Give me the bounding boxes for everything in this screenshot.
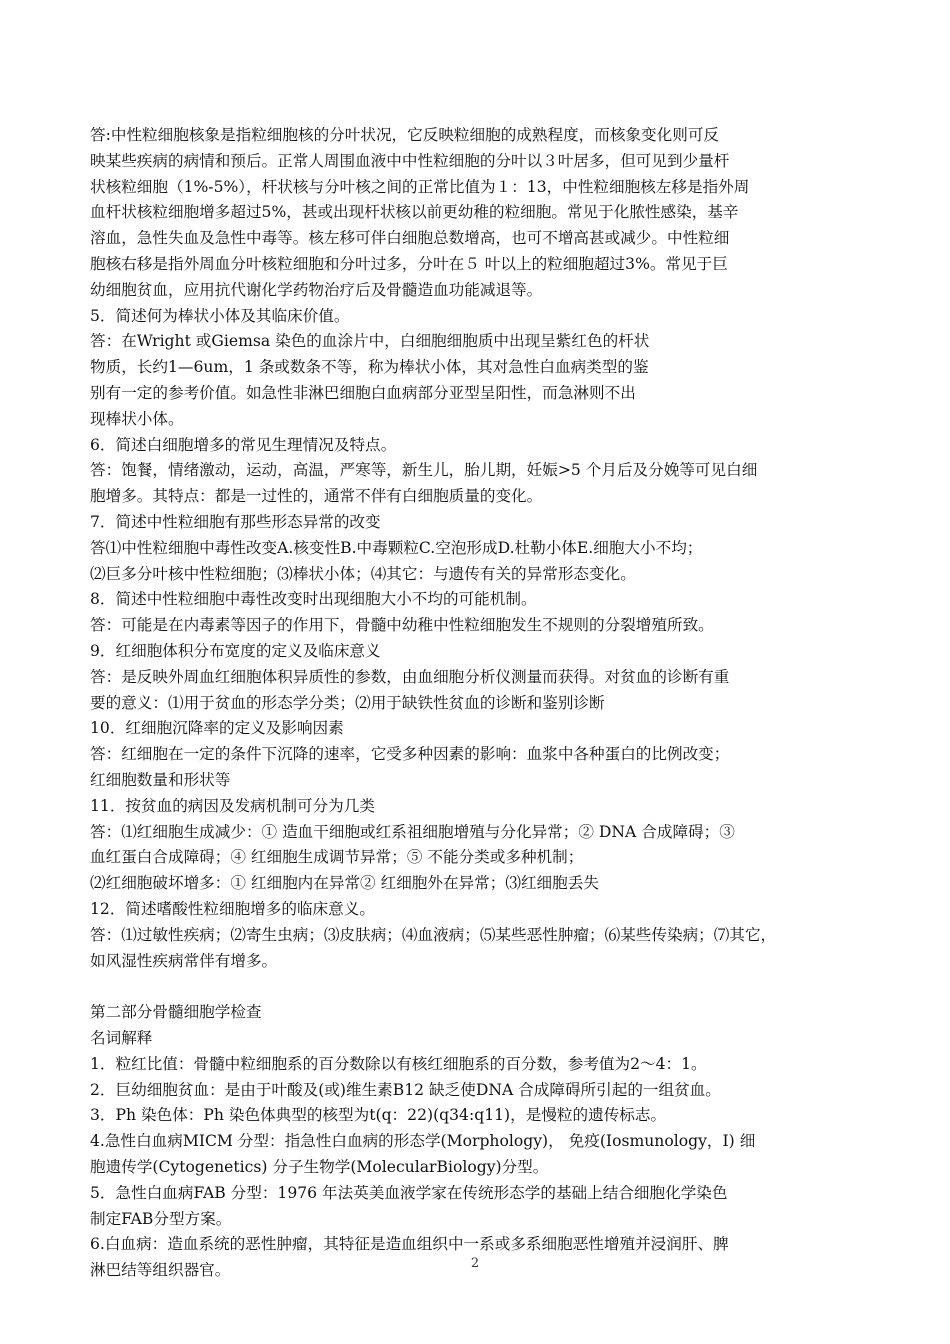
bone-marrow-section: [90, 1000, 880, 1284]
text-line: 胞遗传学(Cytogenetics) 分子生物学(MolecularBiology)分型。: [90, 1158, 549, 1177]
text-line: 6．简述白细胞增多的常见生理情况及特点。: [90, 435, 397, 454]
text-line: 7．简述中性粒细胞有那些形态异常的改变: [90, 512, 381, 531]
text-line: 6.白血病：造血系统的恶性肿瘤，其特征是造血组织中一系或多系细胞恶性增殖并浸润肝、脾: [90, 1235, 729, 1254]
text-line: 5．简述何为棒状小体及其临床价值。: [90, 306, 350, 325]
text-line: 3．Ph 染色体：Ph 染色体典型的核型为t(q：22)(q34:q11)，是慢粒的遗传标志。: [90, 1106, 667, 1125]
text-line: 映某些疾病的病情和预后。正常人周围血液中中性粒细胞的分叶以３叶居多，但可见到少量杆: [90, 151, 730, 170]
text-line: 血红蛋白合成障碍；④ 红细胞生成调节异常；⑤ 不能分类或多种机制；: [90, 848, 584, 867]
text-line: 答：⑴过敏性疾病；⑵寄生虫病；⑶皮肤病；⑷血液病；⑸某些恶性肿瘤；⑹某些传染病；⑺其它，: [90, 925, 777, 944]
text-line: 要的意义：⑴用于贫血的形态学分类；⑵用于缺铁性贫血的诊断和鉴别诊断: [90, 693, 605, 712]
text-line: 红细胞数量和形状等: [90, 770, 231, 789]
text-line: 2．巨幼细胞贫血：是由于叶酸及(或)维生素B12 缺乏使DNA 合成障碍所引起的一组贫血。: [90, 1080, 721, 1099]
text-line: 别有一定的参考价值。如急性非淋巴细胞白血病部分亚型呈阳性，而急淋则不出: [90, 383, 636, 402]
text-line: 答：⑴红细胞生成减少：① 造血干细胞或红系祖细胞增殖与分化异常；② DNA 合成障碍；③: [90, 822, 735, 841]
text-line: 答：在Wright 或Giemsa 染色的血涂片中，白细胞细胞质中出现呈紫红色的杆状: [90, 332, 650, 351]
text-line: 1．粒红比值：骨髓中粒细胞系的百分数除以有核红细胞系的百分数，参考值为2～4：1。: [90, 1054, 707, 1073]
text-line: 答：饱餐，情绪激动，运动，高温，严寒等，新生儿，胎儿期，妊娠>5 个月后及分娩等可见白细: [90, 461, 758, 480]
text-line: 第二部分骨髓细胞学检查: [90, 1003, 262, 1022]
text-line: 幼细胞贫血，应用抗代谢化学药物治疗后及骨髓造血功能减退等。: [90, 280, 543, 299]
text-line: 溶血，急性失血及急性中毒等。核左移可伴白细胞总数增高，也可不增高甚或减少。中性粒细: [90, 229, 730, 248]
section-gap: [90, 974, 880, 1000]
text-line: ⑵巨多分叶核中性粒细胞；⑶棒状小体；⑷其它：与遗传有关的异常形态变化。: [90, 564, 636, 583]
text-line: ⑵红细胞破坏增多：① 红细胞内在异常② 红细胞外在异常；⑶红细胞丢失: [90, 874, 599, 893]
text-line: 答：红细胞在一定的条件下沉降的速率，它受多种因素的影响：血浆中各种蛋白的比例改变；: [90, 745, 730, 764]
text-line: 9．红细胞体积分布宽度的定义及临床意义: [90, 641, 381, 660]
text-line: 答⑴中性粒细胞中毒性改变A.核变性B.中毒颗粒C.空泡形成D.杜勒小体E.细胞大小不均；: [90, 538, 703, 557]
text-line: 答：是反映外周血红细胞体积异质性的参数，由血细胞分析仪测量而获得。对贫血的诊断有重: [90, 667, 730, 686]
text-line: 11．按贫血的病因及发病机制可分为几类: [90, 796, 375, 815]
text-line: 现棒状小体。: [90, 409, 184, 428]
answers-section: [90, 123, 880, 974]
text-line: 名词解释: [90, 1029, 153, 1048]
text-line: 4.急性白血病MICM 分型：指急性白血病的形态学(Morphology)， 免疫(Iosmunology，I) 细: [90, 1132, 756, 1151]
text-line: 12．简述嗜酸性粒细胞增多的临床意义。: [90, 899, 375, 918]
text-line: 淋巴结等组织器官。: [90, 1261, 231, 1280]
page-number: 2: [470, 1256, 480, 1271]
text-line: 8．简述中性粒细胞中毒性改变时出现细胞大小不均的可能机制。: [90, 590, 537, 609]
text-line: 答：可能是在内毒素等因子的作用下，骨髓中幼稚中性粒细胞发生不规则的分裂增殖所致。: [90, 616, 714, 635]
text-line: 状核粒细胞（1%-5%），杆状核与分叶核之间的正常比值为１：13，中性粒细胞核左移是指外周: [90, 177, 750, 196]
text-line: 血杆状核粒细胞增多超过5%，甚或出现杆状核以前更幼稚的粒细胞。常见于化脓性感染，基辛: [90, 203, 739, 222]
text-line: 物质，长约1—6um，1 条或数条不等，称为棒状小体，其对急性白血病类型的鉴: [90, 358, 649, 377]
text-line: 制定FAB分型方案。: [90, 1209, 232, 1228]
text-line: 胞核右移是指外周血分叶核粒细胞和分叶过多，分叶在５ 叶以上的粒细胞超过3%。常见于巨: [90, 254, 728, 273]
text-line: 10．红细胞沉降率的定义及影响因素: [90, 719, 344, 738]
text-line: 胞增多。其特点：都是一过性的，通常不伴有白细胞质量的变化。: [90, 487, 543, 506]
text-line: 5．急性白血病FAB 分型：1976 年法英美血液学家在传统形态学的基础上结合细胞化学染色: [90, 1183, 728, 1202]
text-line: 如风湿性疾病常伴有增多。: [90, 951, 278, 970]
document-body: [90, 123, 880, 1284]
text-line: 答:中性粒细胞核象是指粒细胞核的分叶状况，它反映粒细胞的成熟程度，而核象变化则可反: [90, 126, 720, 144]
